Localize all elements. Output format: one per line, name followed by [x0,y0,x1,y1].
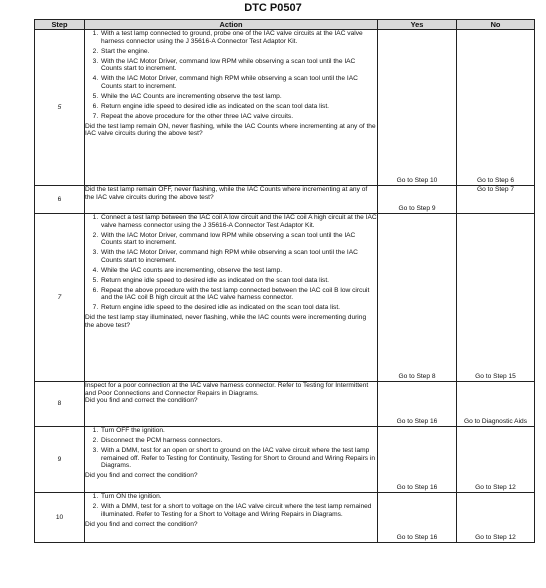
yes-cell: Go to Step 10 [378,30,457,186]
list-item: 2. With the IAC Motor Driver, command low RPM while observing a scan tool until the IAC Counts start to increment. [100,232,377,247]
list-item: 3. With a DMM, test for an open or short to ground on the IAC valve circuit where the test lamp remained off. Refer to Testing for Continuity, Testing for Short to Ground and Wiring Repairs in Diagrams. [100,447,377,470]
table-row [35,214,535,382]
list-item: 4. While the IAC counts are incrementing, observe the test lamp. [100,267,377,275]
action-cell [85,186,378,214]
no-cell: Go to Step 15 [457,214,535,382]
list-item: 2. Start the engine. [100,48,377,56]
list-item: 3. With the IAC Motor Driver, command low RPM while observing a scan tool until the IAC Counts start to increment. [100,58,377,73]
list-item: 5. Return engine idle speed to desired idle as indicated on the scan tool data list. [100,277,377,285]
step-number: 10 [35,493,85,543]
table-row [35,382,535,427]
list-item: 1. Turn ON the ignition. [100,493,377,501]
step-number: 6 [35,186,85,214]
question-text: Did the test lamp remain OFF, never flashing, while the IAC Counts where incrementing at any of the IAC valve circuits during the above test? [85,186,368,201]
action-list [85,427,377,470]
list-item: 3. With the IAC Motor Driver, command high RPM while observing a scan tool until the IAC Counts start to increment. [100,249,377,264]
no-cell: Go to Step 12 [457,493,535,543]
action-cell [85,214,378,382]
table-row [35,30,535,186]
list-item: 7. Repeat the above procedure for the other three IAC valve circuits. [100,113,377,121]
header-action: Action [85,20,378,30]
list-item: 6. Return engine idle speed to desired idle as indicated on the scan tool data list. [100,103,377,111]
step-number: 5 [35,30,85,186]
action-cell [85,493,378,543]
question-text: Did the test lamp stay illuminated, never flashing, while the IAC counts were incrementing during the above test? [85,314,367,329]
header-no: No [457,20,535,30]
step-number: 8 [35,382,85,427]
no-cell: Go to Step 7 [457,186,535,214]
question-text: Did you find and correct the condition? [85,397,198,405]
header-step: Step [35,20,85,30]
question-text: Did you find and correct the condition? [85,520,198,528]
action-list [85,493,377,518]
table-row [35,493,535,543]
yes-cell: Go to Step 9 [378,186,457,214]
list-item: 7. Return engine idle speed to the desired idle as indicated on the scan tool data list. [100,304,377,312]
header-yes: Yes [378,20,457,30]
diagnostic-table [34,19,535,543]
list-item: 1. With a test lamp connected to ground, probe one of the IAC valve circuits at the IAC valve harness connector using the J 35616-A Connector Test Adaptor Kit. [100,30,377,45]
yes-cell: Go to Step 16 [378,382,457,427]
yes-cell: Go to Step 16 [378,427,457,493]
list-item: 1. Connect a test lamp between the IAC coil A low circuit and the IAC coil A high circuit at the IAC valve harness connector using the J 35616-A Connector Test Adaptor Kit. [100,214,377,229]
list-item: 2. Disconnect the PCM harness connectors. [100,437,377,445]
question-text: Did the test lamp remain ON, never flashing, while the IAC Counts where incrementing at any of the IAC valve circuits during the above test? [85,122,376,138]
action-list [85,30,377,120]
action-cell [85,427,378,493]
list-item: 6. Repeat the above procedure with the test lamp connected between the IAC coil B low circuit and the IAC coil B high circuit at the IAC valve harness connector. [100,287,377,302]
list-item: 2. With a DMM, test for a short to voltage on the IAC valve circuit where the test lamp remained illuminated. Refer to Testing for a Short to Voltage and Wiring Repairs in Diagrams. [100,503,377,518]
action-text: Inspect for a poor connection at the IAC valve harness connector. Refer to Testing for Intermittent and Poor Connections and Connector Repairs in Diagrams. [85,382,369,397]
page-title: DTC P0507 [244,2,302,14]
action-list [85,214,377,312]
list-item: 1. Turn OFF the ignition. [100,427,377,435]
table-row [35,427,535,493]
yes-cell: Go to Step 16 [378,493,457,543]
no-cell: Go to Step 12 [457,427,535,493]
step-number: 7 [35,214,85,382]
header-row [35,20,535,30]
no-cell: Go to Diagnostic Aids [457,382,535,427]
step-number: 9 [35,427,85,493]
action-cell [85,30,378,186]
yes-cell: Go to Step 8 [378,214,457,382]
list-item: 5. While the IAC Counts are incrementing observe the test lamp. [100,93,377,101]
action-cell [85,382,378,427]
question-text: Did you find and correct the condition? [85,472,198,480]
table-row [35,186,535,214]
no-cell: Go to Step 6 [457,30,535,186]
list-item: 4. With the IAC Motor Driver, command high RPM while observing a scan tool until the IAC Counts start to increment. [100,75,377,90]
